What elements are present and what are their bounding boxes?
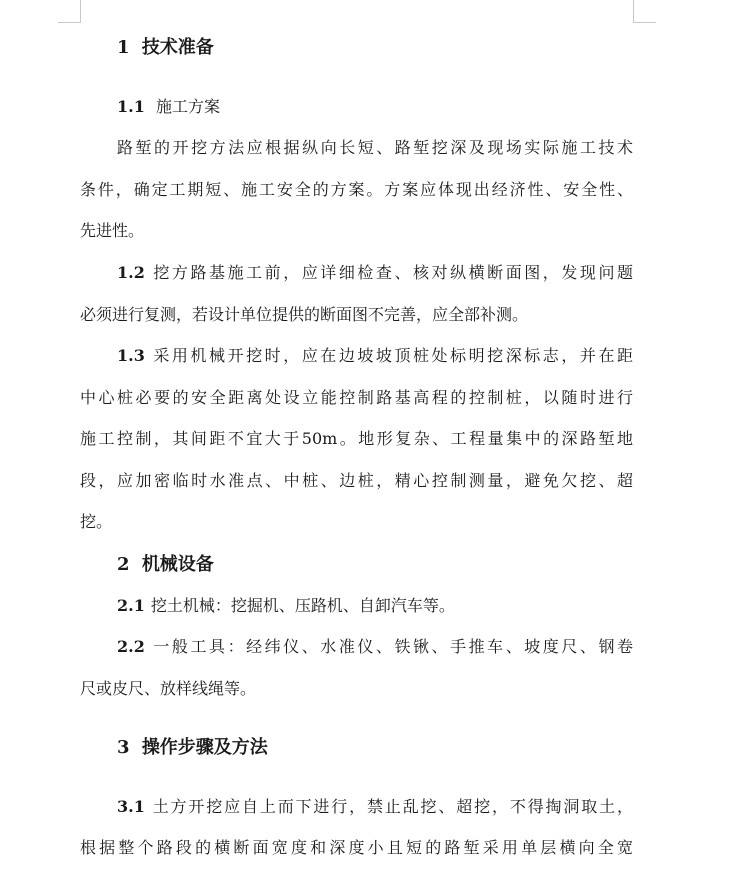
paragraph-text: 土方开挖应自上而下进行，禁止乱挖、超挖，不得掏洞取土， — [150, 797, 633, 816]
paragraph-line: 尺或皮尺、放样线绳等。 — [80, 679, 257, 698]
paragraph-line: 先进性。 — [80, 221, 145, 240]
paragraph-line: 根据整个路段的横断面宽度和深度小且短的路堑采用单层横向全宽 — [80, 838, 633, 857]
paragraph-text: 一般工具：经纬仪、水准仪、铁锹、手推车、坡度尺、钢卷 — [150, 637, 633, 656]
heading-number: 3 — [117, 737, 130, 758]
paragraph-number: 1.3 — [117, 346, 145, 365]
paragraph-line: 中心桩必要的安全距离处设立能控制路基高程的控制桩，以随时进行 — [80, 388, 633, 407]
paragraph-line — [117, 262, 633, 284]
paragraph-line — [117, 636, 633, 658]
heading-section-3 — [117, 736, 268, 760]
paragraph-number: 2.1 — [117, 596, 145, 615]
heading-number: 1.1 — [117, 97, 145, 116]
heading-number: 2 — [117, 554, 130, 575]
paragraph-text: 采用机械开挖时，应在边坡坡顶桩处标明挖深标志，并在距 — [150, 346, 633, 365]
paragraph-line — [117, 345, 633, 367]
paragraph-number: 3.1 — [117, 797, 145, 816]
paragraph-number: 1.2 — [117, 263, 145, 282]
paragraph-line: 挖。 — [80, 512, 113, 531]
heading-section-2 — [117, 553, 214, 577]
heading-number: 1 — [117, 37, 130, 58]
heading-title: 施工方案 — [155, 97, 220, 116]
paragraph-line: 条件，确定工期短、施工安全的方案。方案应体现出经济性、安全性、 — [80, 180, 633, 199]
paragraph-line — [117, 796, 633, 818]
paragraph-text: 挖土机械：挖掘机、压路机、自卸汽车等。 — [150, 596, 455, 615]
paragraph-line: 必须进行复测，若设计单位提供的断面图不完善，应全部补测。 — [80, 305, 529, 324]
heading-section-1 — [117, 36, 214, 60]
heading-title: 技术准备 — [141, 37, 214, 58]
heading-title: 操作步骤及方法 — [141, 737, 268, 758]
paragraph-line — [117, 595, 455, 617]
heading-title: 机械设备 — [141, 554, 214, 575]
page-corner-mark-right — [633, 0, 656, 23]
paragraph-line: 段，应加密临时水准点、中桩、边桩，精心控制测量，避免欠挖、超 — [80, 471, 633, 490]
page-corner-mark-left — [58, 0, 81, 23]
paragraph-line: 路堑的开挖方法应根据纵向长短、路堑挖深及现场实际施工技术 — [117, 138, 633, 157]
paragraph-number: 2.2 — [117, 637, 145, 656]
paragraph-line: 施工控制，其间距不宜大于50m。地形复杂、工程量集中的深路堑地 — [80, 429, 633, 448]
paragraph-text: 挖方路基施工前，应详细检查、核对纵横断面图，发现问题 — [150, 263, 633, 282]
heading-section-1-1 — [117, 96, 220, 118]
